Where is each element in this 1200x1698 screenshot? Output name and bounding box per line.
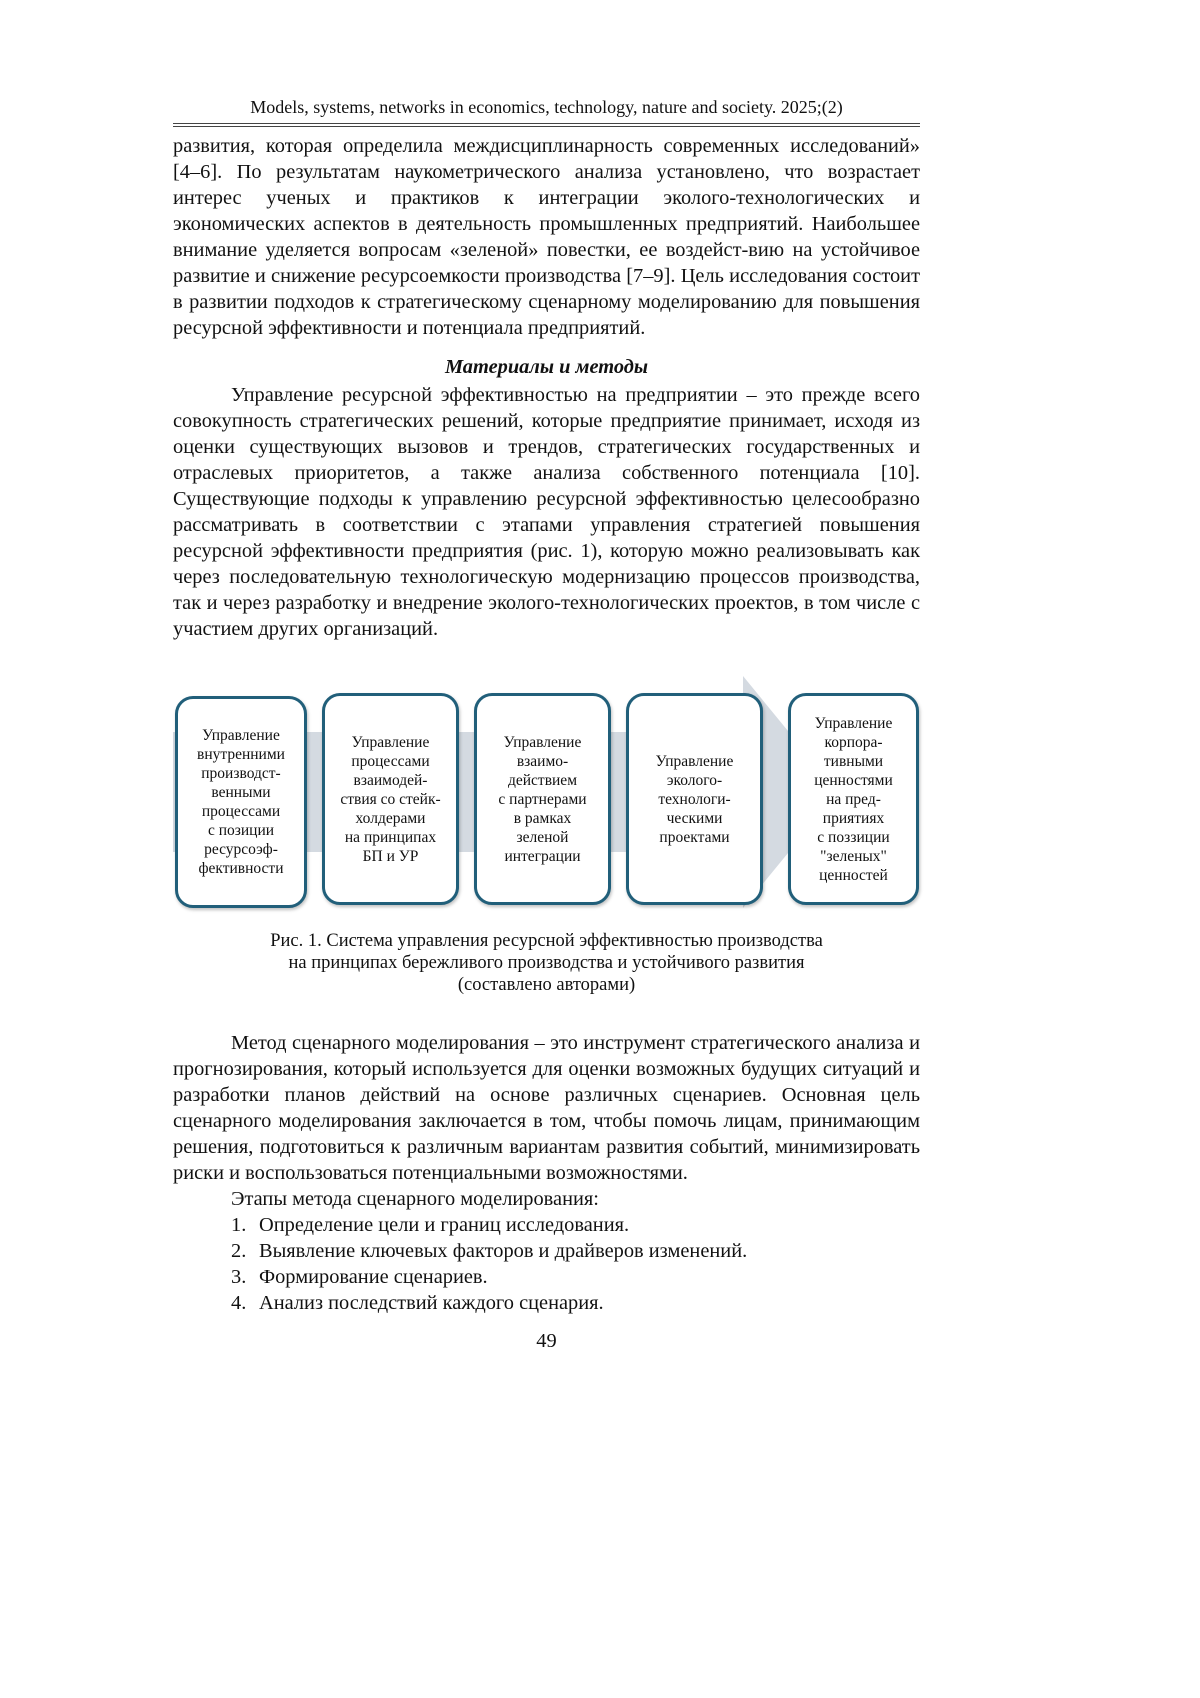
stages-list <box>173 1212 920 1316</box>
figure-1 <box>173 676 920 908</box>
stages-intro: Этапы метода сценарного моделирования: <box>231 1188 599 1210</box>
list-item-number: 2. <box>231 1240 247 1262</box>
list-item-number: 3. <box>231 1266 247 1288</box>
list-item <box>231 1290 920 1316</box>
page-number: 49 <box>536 1330 557 1352</box>
figure-box-4: Управление эколого- технологи- ческими проектами <box>626 693 763 905</box>
section-title: Материалы и методы <box>444 356 649 378</box>
list-item <box>231 1264 920 1290</box>
figure-box-5: Управление корпора- тивными ценностями на пред- приятиях с поззиции "зеленых" ценностей <box>788 693 919 905</box>
methods-paragraph: Управление ресурсной эффективностью на предприятии – это прежде всего совокупность стратегических решений, которые предприятие принимает, исходя из оценки существующих вызовов и трендов, стратегических государственных и отраслевых приоритетов, а также анализа собственного потенциала [10]. Существующие подходы к управлению ресурсной эффективностью целесообразно рассматривать в соответствии с этапами управления стратегией повышения ресурсной эффективности предприятия (рис. 1), которую можно реализовывать как через последовательную технологическую модернизацию процессов производства, так и через разработку и внедрение эколого-технологических проектов, в том числе с участием других организаций. <box>173 384 920 640</box>
method-paragraph: Метод сценарного моделирования – это инструмент стратегического анализа и прогнозирования, который используется для оценки возможных будущих ситуаций и разработки планов действий на основе различных сценариев. Основная цель сценарного моделирования заключается в том, чтобы помочь лицам, принимающим решения, подготовиться к различным вариантам развития событий, минимизировать риски и воспользоваться потенциальными возможностями. <box>173 1032 920 1184</box>
list-item-text: Анализ последствий каждого сценария. <box>259 1292 604 1314</box>
caption-line-2: на принципах бережливого производства и устойчивого развития <box>288 953 805 973</box>
list-item-number: 1. <box>231 1214 247 1236</box>
page <box>173 96 920 1354</box>
header-rule <box>173 123 920 127</box>
figure-box-2: Управление процессами взаимодей- ствия со стейк- холдерами на принципах БП и УР <box>322 693 459 905</box>
figure-box-1: Управление внутренними производст- венными процессами с позиции ресурсоэф- фективности <box>175 696 307 908</box>
list-item <box>231 1212 920 1238</box>
list-item-text: Определение цели и границ исследования. <box>259 1214 630 1236</box>
list-item <box>231 1238 920 1264</box>
list-item-text: Выявление ключевых факторов и драйверов изменений. <box>259 1240 748 1262</box>
caption-line-3: (составлено авторами) <box>457 975 636 995</box>
list-item-number: 4. <box>231 1292 247 1314</box>
figure-caption <box>173 930 920 996</box>
caption-line-1: Рис. 1. Система управления ресурсной эффективностью производства <box>270 931 823 951</box>
figure-box-3: Управление взаимо- действием с партнерами в рамках зеленой интеграции <box>474 693 611 905</box>
running-header: Models, systems, networks in economics, technology, nature and society. 2025;(2) <box>250 97 843 117</box>
list-item-text: Формирование сценариев. <box>259 1266 488 1288</box>
intro-paragraph: развития, которая определила междисциплинарность современных исследований» [4–6]. По результатам наукометрического анализа установлено, что возрастает интерес ученых и практиков к интеграции эколого-технологических и экономических аспектов в деятельность промышленных предприятий. Наибольшее внимание уделяется вопросам «зеленой» повестки, ее воздейст-вию на устойчивое развитие и снижение ресурсоемкости производства [7–9]. Цель исследования состоит в развитии подходов к стратегическому сценарному моделированию для повышения ресурсной эффективности и потенциала предприятий. <box>173 135 920 339</box>
